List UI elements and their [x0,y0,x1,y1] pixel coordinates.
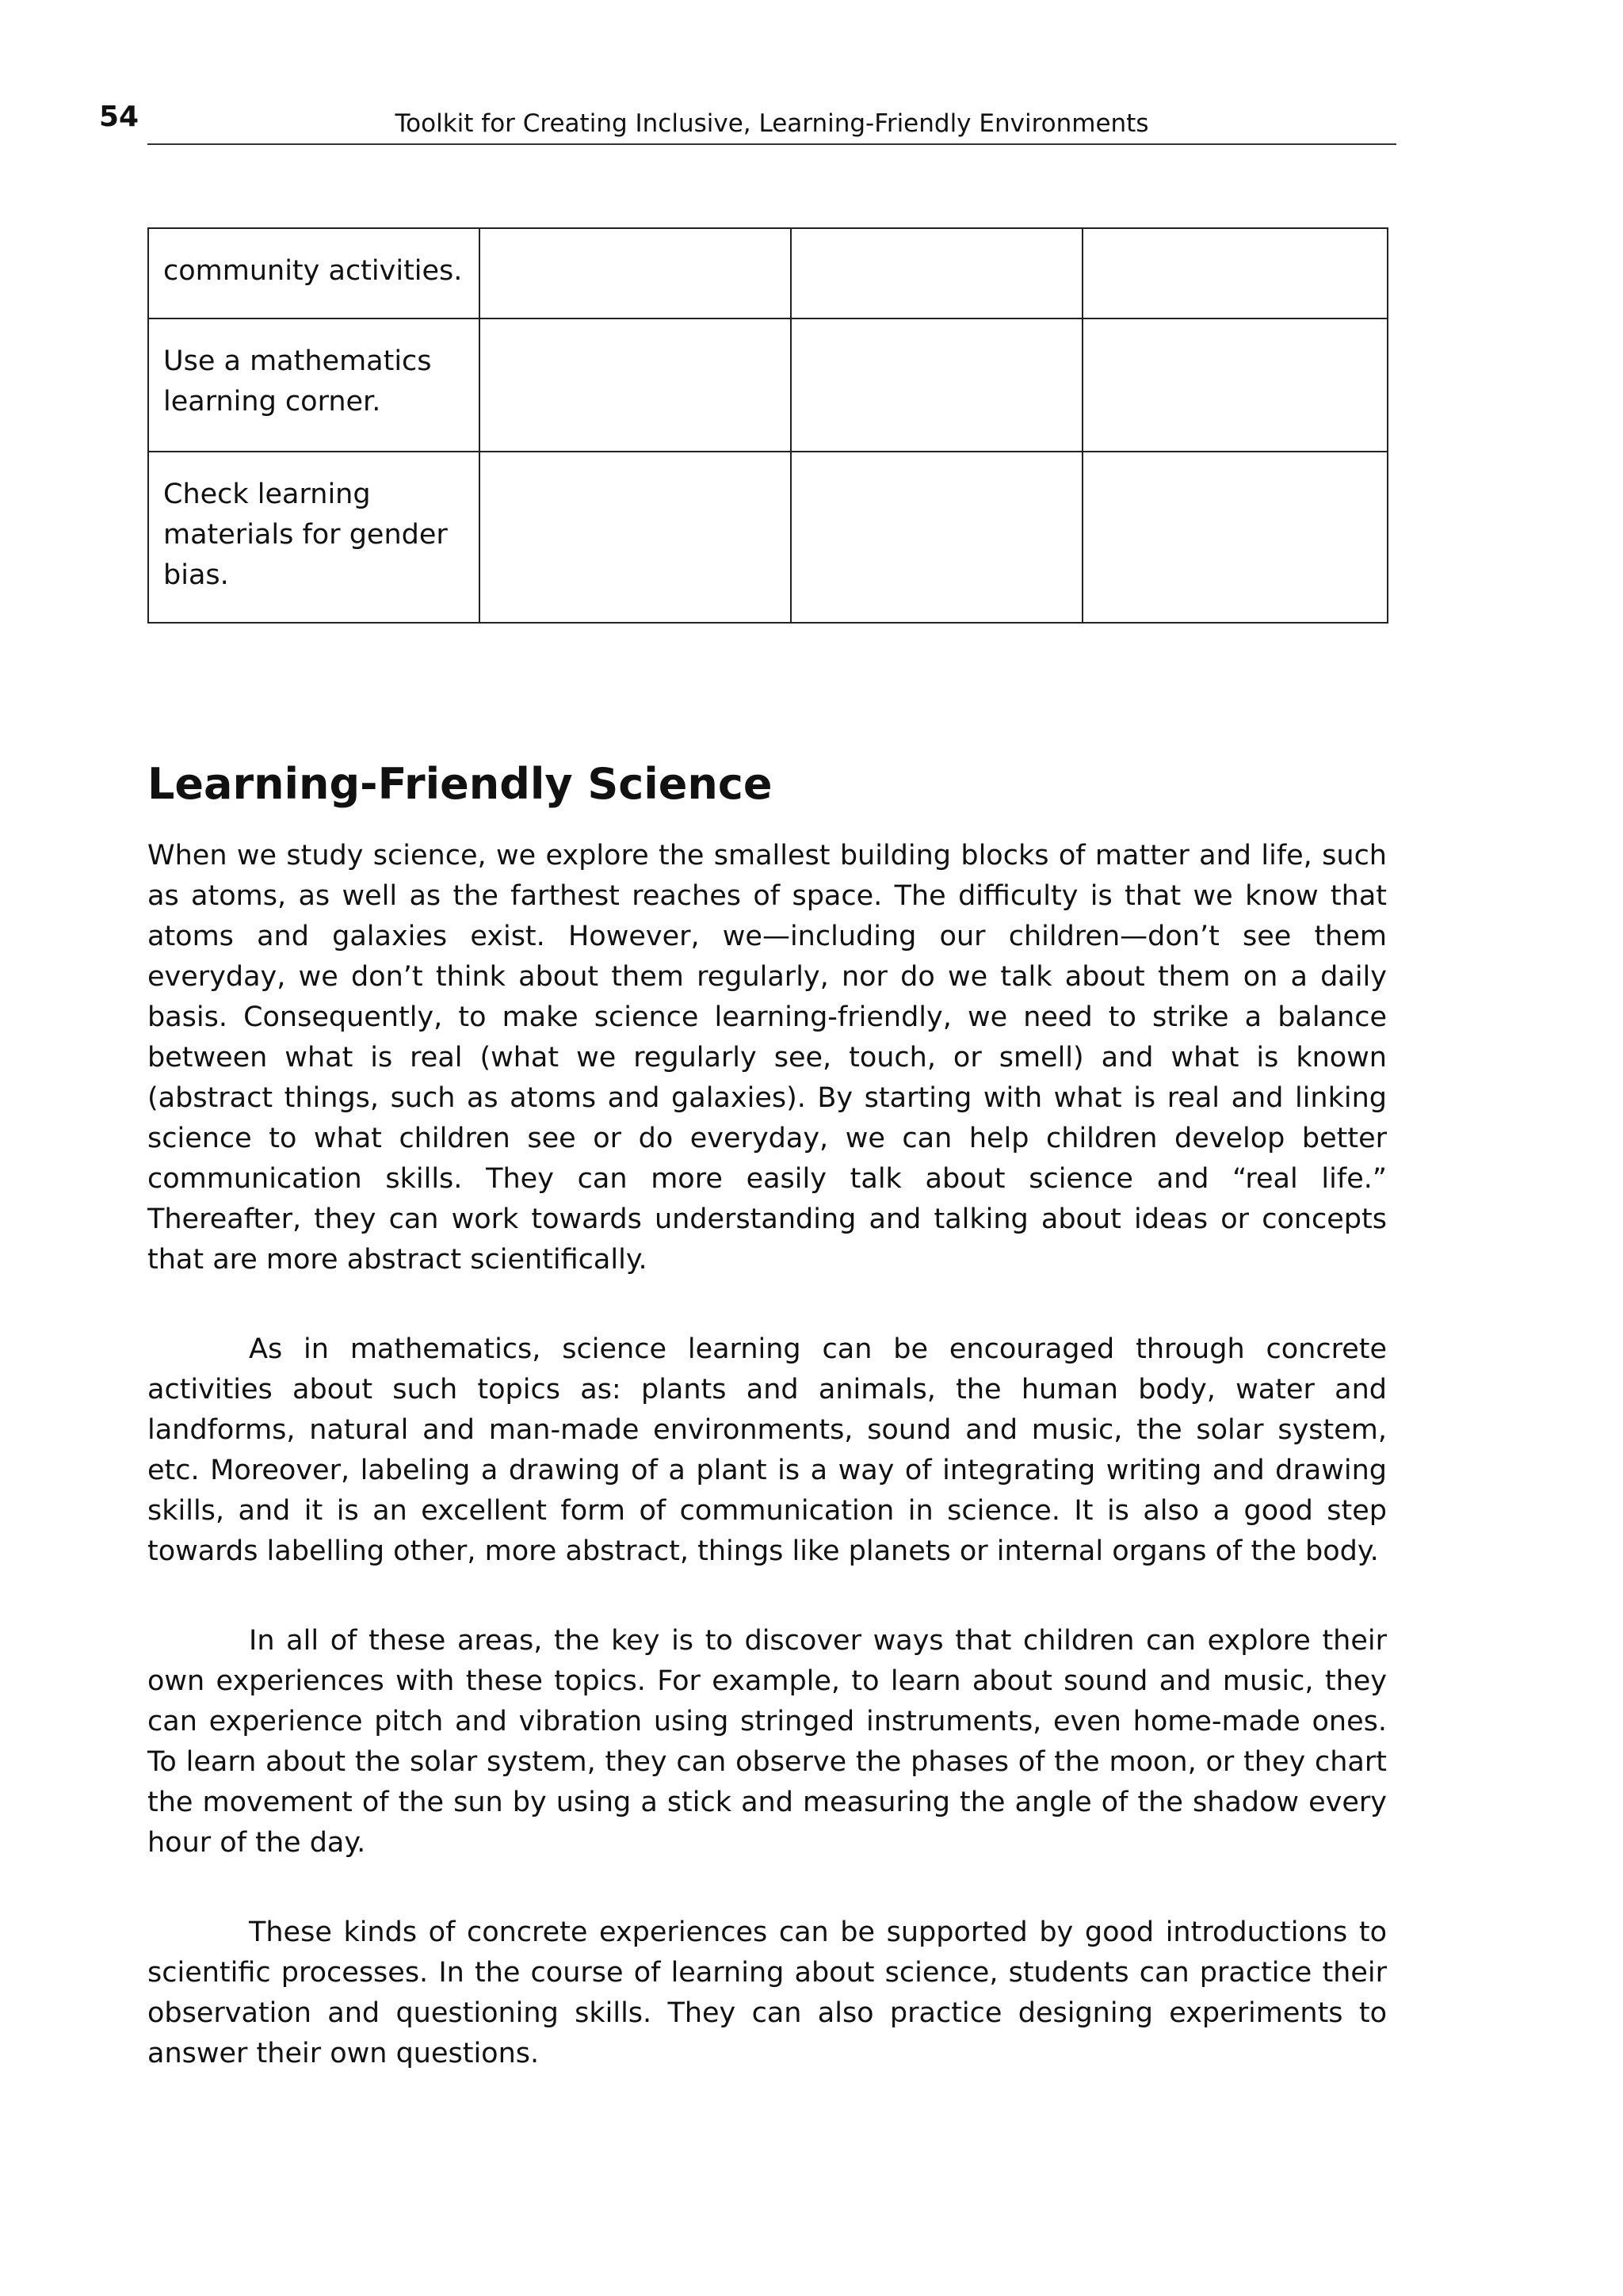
section-heading: Learning-Friendly Science [147,759,773,809]
section-body [147,836,1387,2123]
table-cell [791,318,1083,452]
activity-cell: Use a mathematics learning corner. [148,318,479,452]
table-row [148,318,1388,452]
page-number: 54 [99,101,139,133]
table-cell [1083,318,1388,452]
activity-checklist-table [147,227,1388,624]
table-cell [791,228,1083,318]
table-cell [479,318,791,452]
table-cell [791,452,1083,623]
body-paragraph: These kinds of concrete experiences can be supported by good introductions to scientific processes. In the course of learning about science, students can practice their observation and questioning skills. They can also practice designing experiments to answer their own questions. [147,1917,1387,2069]
running-header-title: Toolkit for Creating Inclusive, Learning-Friendly Environments [395,109,1149,138]
table-row [148,452,1388,623]
table-cell [479,228,791,318]
activity-cell: community activities. [148,228,479,318]
table-row [148,228,1388,318]
body-paragraph: As in mathematics, science learning can be encouraged through concrete activities about such topics as: plants and animals, the human body, water and landforms, natural and man-made environments, sound and music, the solar system, etc. Moreover, labeling a drawing of a plant is a way of integrating writing and drawing skills, and it is an excellent form of communication in science. It is also a good step towards labelling other, more abstract, things like planets or internal organs of the body. [147,1333,1387,1567]
body-paragraph: When we study science, we explore the smallest building blocks of matter and life, such as atoms, as well as the farthest reaches of space. The difficulty is that we know that atoms and galaxies exist. However, we—including our children—don’t see them everyday, we don’t think about them regularly, nor do we talk about them on a daily basis. Consequently, to make science learning-friendly, we need to strike a balance between what is real (what we regularly see, touch, or smell) and what is known (abstract things, such as atoms and galaxies). By starting with what is real and linking science to what children see or do everyday, we can help children develop better communication skills. They can more easily talk about science and “real life.” Thereafter, they can work towards understanding and talking about ideas or concepts that are more abstract scientifically. [147,840,1387,1276]
header-divider [147,143,1396,145]
table-cell [1083,228,1388,318]
table-cell [1083,452,1388,623]
table-cell [479,452,791,623]
activity-cell: Check learning materials for gender bias. [148,452,479,623]
body-paragraph: In all of these areas, the key is to discover ways that children can explore their own experiences with these topics. For example, to learn about sound and music, they can experience pitch and vibration using stringed instruments, even home-made ones. To learn about the solar system, they can observe the phases of the moon, or they chart the movement of the sun by using a stick and measuring the angle of the shadow every hour of the day. [147,1625,1387,1859]
